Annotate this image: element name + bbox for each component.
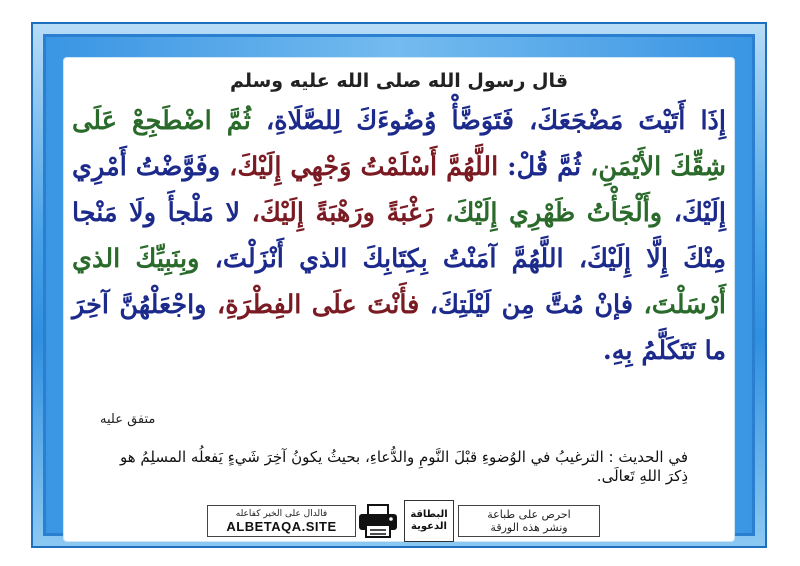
footer-site[interactable]: ALBETAQA.SITE: [226, 518, 337, 534]
footer-print-line-1: احرص على طباعة: [487, 508, 571, 521]
hadith-segment: وأَلْجَأْتُ ظَهْرِي إِلَيْكَ،: [433, 198, 663, 228]
hadith-segment: فأَنْتَ علَى الفِطْرَةِ،: [206, 290, 420, 320]
footer-print-line-2: ونشر هذه الورقة: [490, 521, 568, 534]
footer-motto: فالدال على الخير كفاعله: [235, 508, 328, 519]
hadith-segment: رَغْبَةً ورَهْبَةً إِلَيْكَ،: [240, 198, 434, 228]
hadith-segment: لا مَلْجأَ ولَا مَنْجا مِنْكَ إِلَّا إِلَيْكَ،: [72, 198, 726, 274]
hadith-note: في الحديث : الترغيبُ في الوُضوءِ قبْلَ النَّومِ والدُّعاءِ، بحيثُ يكونُ آخِرَ شَيءٍ يَفعلُه المسلِمُ هو ذِكرَ اللهِ تَعالَى.: [120, 448, 688, 485]
hadith-text: [72, 98, 726, 374]
hadith-segment: اللَّهُمَّ أَسْلَمْتُ وَجْهِي إِلَيْكَ،: [220, 152, 499, 182]
hadith-segment: واجْعَلْهُنَّ آخِرَ ما تَتَكَلَّمُ بِهِ.: [72, 290, 726, 366]
hadith-segment: ثُمَّ قُلْ:: [498, 152, 582, 182]
hadith-segment: وبِنَبِيِّكَ الذي أَرْسَلْتَ،: [72, 244, 726, 320]
logo-text: البطاقة الدعوية: [410, 509, 448, 532]
hadith-segment: إِذَا أَتَيْتَ مَضْجَعَكَ، فَتَوَضَّأْ وُضُوءَكَ لِلصَّلَاةِ،: [250, 106, 726, 136]
printer-icon: [356, 503, 400, 539]
source-label: متفق عليه: [100, 412, 156, 427]
hadith-segment: اللَّهُمَّ آمَنْتُ بِكِتَابِكَ الذي أَنْزَلْتَ،: [199, 244, 564, 274]
hadith-segment: فإنْ مُتَّ مِن لَيْلَتِكَ،: [419, 290, 634, 320]
footer-website-box[interactable]: [207, 505, 356, 537]
hadith-segment: ثُمَّ اضْطَجِعْ عَلَى شِقِّكَ الأَيْمَنِ،: [72, 106, 726, 182]
logo: [404, 500, 454, 542]
page-title: قال رسول الله صلى الله عليه وسلم: [229, 70, 569, 92]
hadith-segment: وفَوَّضْتُ أَمْرِي إِلَيْكَ،: [72, 152, 726, 228]
footer-print-box: [458, 505, 600, 537]
